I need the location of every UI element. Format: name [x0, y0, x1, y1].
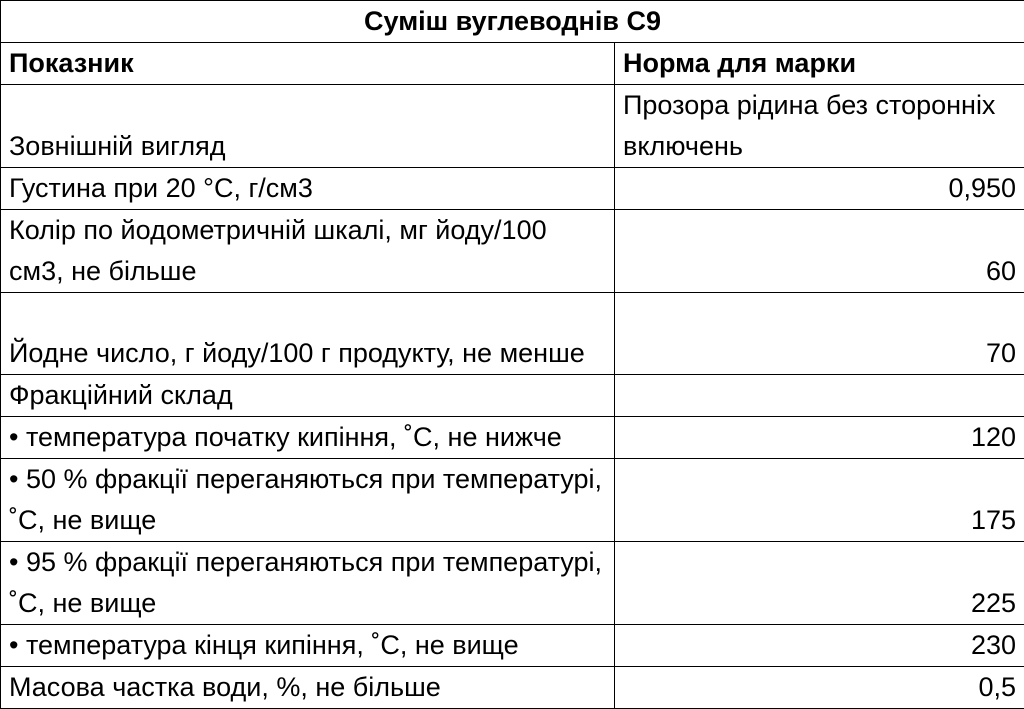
value-cell[interactable]: 175: [615, 459, 1024, 542]
table-row: [1, 375, 1024, 417]
param-cell[interactable]: Густина при 20 °С, г/см3: [1, 168, 615, 210]
table-row: [1, 85, 1024, 168]
param-cell[interactable]: • 95 % фракції переганяються при температурі, ˚С, не вище: [1, 542, 615, 625]
param-cell[interactable]: Зовнішній вигляд: [1, 85, 615, 168]
table-row: [1, 210, 1024, 293]
param-cell[interactable]: • температура початку кипіння, ˚С, не нижче: [1, 417, 615, 459]
param-cell[interactable]: • 50 % фракції переганяються при температурі, ˚С, не вище: [1, 459, 615, 542]
value-cell[interactable]: [615, 375, 1024, 417]
value-cell[interactable]: 225: [615, 542, 1024, 625]
table-row: [1, 542, 1024, 625]
table-row: [1, 625, 1024, 667]
value-cell[interactable]: 0,950: [615, 168, 1024, 210]
param-cell[interactable]: • температура кінця кипіння, ˚С, не вище: [1, 625, 615, 667]
table-row: [1, 459, 1024, 542]
header-row: [1, 43, 1024, 85]
value-cell[interactable]: 70: [615, 293, 1024, 375]
title-row: [1, 1, 1024, 43]
value-cell[interactable]: 230: [615, 625, 1024, 667]
table-row: [1, 168, 1024, 210]
table-row: [1, 667, 1024, 709]
table-row: [1, 293, 1024, 375]
param-cell[interactable]: Йодне число, г йоду/100 г продукту, не менше: [1, 293, 615, 375]
value-cell[interactable]: Прозора рідина без сторонніх включень: [615, 85, 1024, 168]
table-row: [1, 417, 1024, 459]
header-norm[interactable]: Норма для марки: [615, 43, 1024, 85]
table-title[interactable]: Суміш вуглеводнів С9: [1, 1, 1024, 43]
value-cell[interactable]: 0,5: [615, 667, 1024, 709]
param-cell[interactable]: Масова частка води, %, не більше: [1, 667, 615, 709]
header-param[interactable]: Показник: [1, 43, 615, 85]
value-cell[interactable]: 120: [615, 417, 1024, 459]
value-cell[interactable]: 60: [615, 210, 1024, 293]
param-cell[interactable]: Фракційний склад: [1, 375, 615, 417]
param-cell[interactable]: Колір по йодометричній шкалі, мг йоду/100 см3, не більше: [1, 210, 615, 293]
